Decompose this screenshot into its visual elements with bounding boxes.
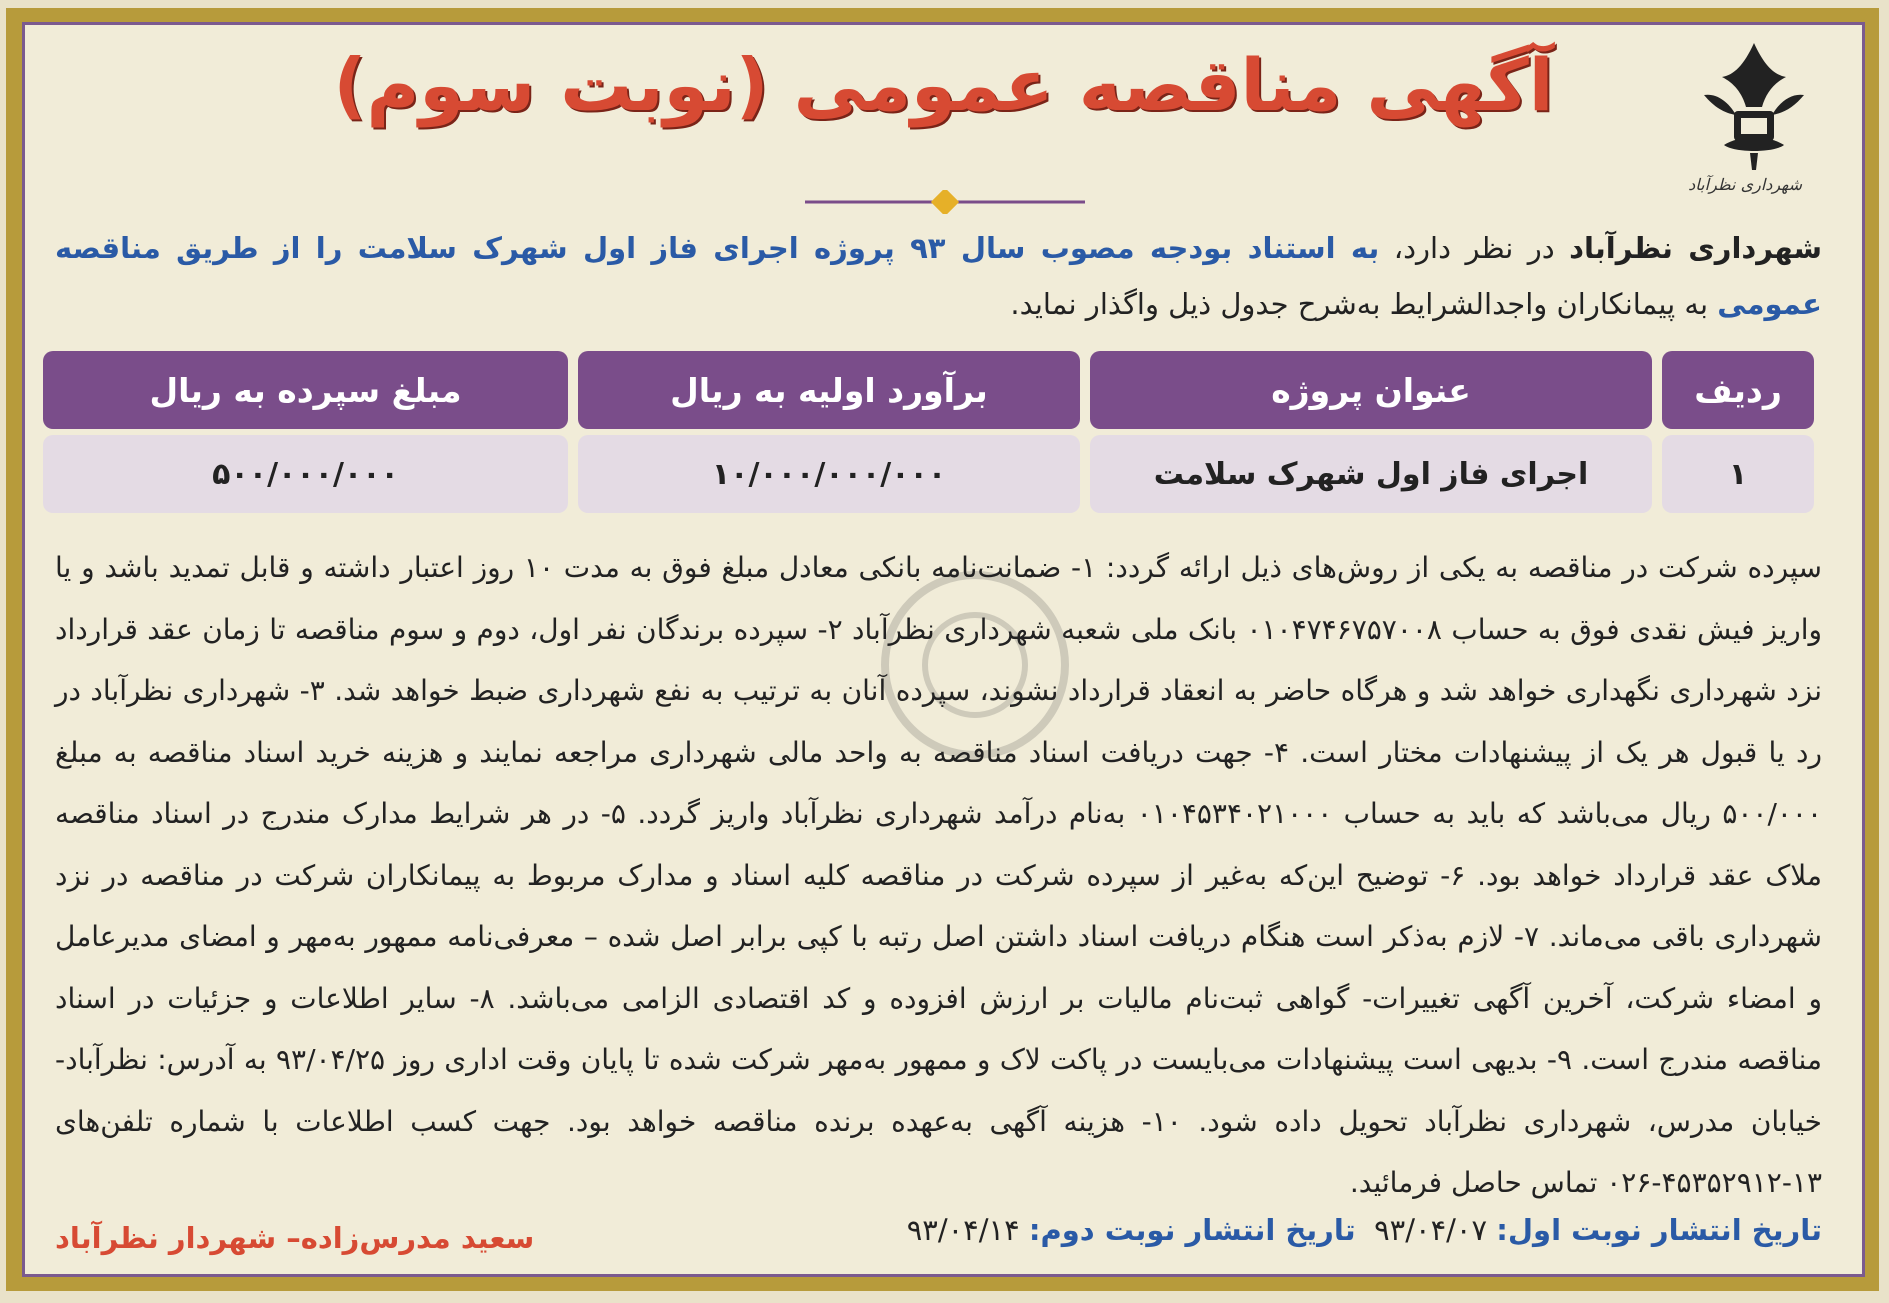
tender-table [33, 345, 1824, 519]
header-deposit: مبلغ سپرده به ریال [43, 351, 568, 429]
cell-row-number: ۱ [1662, 435, 1814, 513]
intro-text-1: در نظر دارد، [1379, 231, 1570, 265]
cell-estimate: ۱۰/۰۰۰/۰۰۰/۰۰۰ [578, 435, 1080, 513]
cell-deposit: ۵۰۰/۰۰۰/۰۰۰ [43, 435, 568, 513]
signature: سعید مدرس‌زاده– شهردار نظرآباد [55, 1221, 535, 1255]
intro-text-2: به پیمانکاران واجدالشرایط به‌شرح جدول ذیل واگذار نماید. [1010, 287, 1718, 321]
intro-budget-text: به استناد بودجه مصوب سال ۹۳ پروژه اجرای فاز اول شهرک سلامت را از طریق مناقصه عمومی [55, 231, 1822, 321]
publication-dates [907, 1213, 1822, 1247]
notice-paper [22, 22, 1865, 1277]
tender-notice [25, 25, 1862, 1274]
notice-title: آگهی مناقصه عمومی (نوبت سوم) [333, 43, 1554, 127]
title-divider [805, 190, 1085, 214]
second-publication-date: ۹۳/۰۴/۱۴ [906, 1213, 1020, 1247]
notice-frame [6, 8, 1879, 1291]
cell-project-title: اجرای فاز اول شهرک سلامت [1090, 435, 1652, 513]
second-publication-label: تاریخ انتشار نوبت دوم: [1028, 1213, 1356, 1247]
table-header-row [43, 351, 1814, 429]
organization-name: شهرداری نظرآباد [1569, 231, 1823, 265]
first-publication-date: ۹۳/۰۴/۰۷ [1374, 1213, 1488, 1247]
logo-caption: شهرداری نظرآباد [1688, 175, 1802, 194]
header-estimate: برآورد اولیه به ریال [578, 351, 1080, 429]
header-row-number: ردیف [1662, 351, 1814, 429]
header-project-title: عنوان پروژه [1090, 351, 1652, 429]
table-row [43, 435, 1814, 513]
conditions-text: سپرده شرکت در مناقصه به یکی از روش‌های ذیل ارائه گردد: ۱- ضمانت‌نامه بانکی معادل مبلغ فوق به مدت ۱۰ روز اعتبار داشته و قابل تمدید باشد و یا واریز فیش نقدی فوق به حساب ۰۱۰۴۷۴۶۷۵۷۰۰۸ بانک ملی شعبه شهرداری نظرآباد ۲- سپرده برندگان نفر اول، دوم و سوم مناقصه تا زمان عقد قرارداد نزد شهرداری نگهداری خواهد شد و هرگاه حاضر به انعقاد قرارداد نشوند، سپرده آنان به ترتیب به نفع شهرداری ضبط خواهد شد. ۳- شهرداری نظرآباد در رد یا قبول هر یک از پیشنهادات مختار است. ۴- جهت دریافت اسناد مناقصه به واحد مالی شهرداری مراجعه نمایند و هزینه خرید اسناد مناقصه به مبلغ ۵۰۰/۰۰۰ ریال می‌باشد که باید به حساب ۰۱۰۴۵۳۴۰۲۱۰۰۰ به‌نام درآمد شهرداری نظرآباد واریز گردد. ۵- در هر شرایط مدارک مندرج در اسناد مناقصه ملاک عقد قرارداد خواهد بود. ۶- توضیح این‌که به‌غیر از سپرده شرکت در مناقصه کلیه اسناد و مدارک مربوط به پیمانکاران شرکت در مناقصه در نزد شهرداری باقی می‌ماند. ۷- لازم به‌ذکر است هنگام دریافت اسناد داشتن اصل رتبه با کپی برابر اصل شده – معرفی‌نامه ممهور به‌مهر و امضای مدیرعامل و امضاء شرکت، آخرین آگهی تغییرات- گواهی ثبت‌نام مالیات بر ارزش افزوده و کد اقتصادی الزامی می‌باشد. ۸- سایر اطلاعات و جزئیات در اسناد مناقصه مندرج است. ۹- بدیهی است پیشنهادات می‌بایست در پاکت لاک و ممهور به‌مهر شرکت شده تا پایان وقت اداری روز ۹۳/۰۴/۲۵ به آدرس: نظرآباد- خیابان مدرس، شهرداری نظرآباد تحویل داده شود. ۱۰- هزینه آگهی به‌عهده برنده مناقصه خواهد بود. جهت کسب اطلاعات با شماره تلفن‌های ۱۳-۴۵۳۵۲۹۱۲-۰۲۶ تماس حاصل فرمائید. [55, 551, 1823, 1199]
first-publication-label: تاریخ انتشار نوبت اول: [1496, 1213, 1822, 1247]
intro-paragraph [55, 220, 1822, 332]
